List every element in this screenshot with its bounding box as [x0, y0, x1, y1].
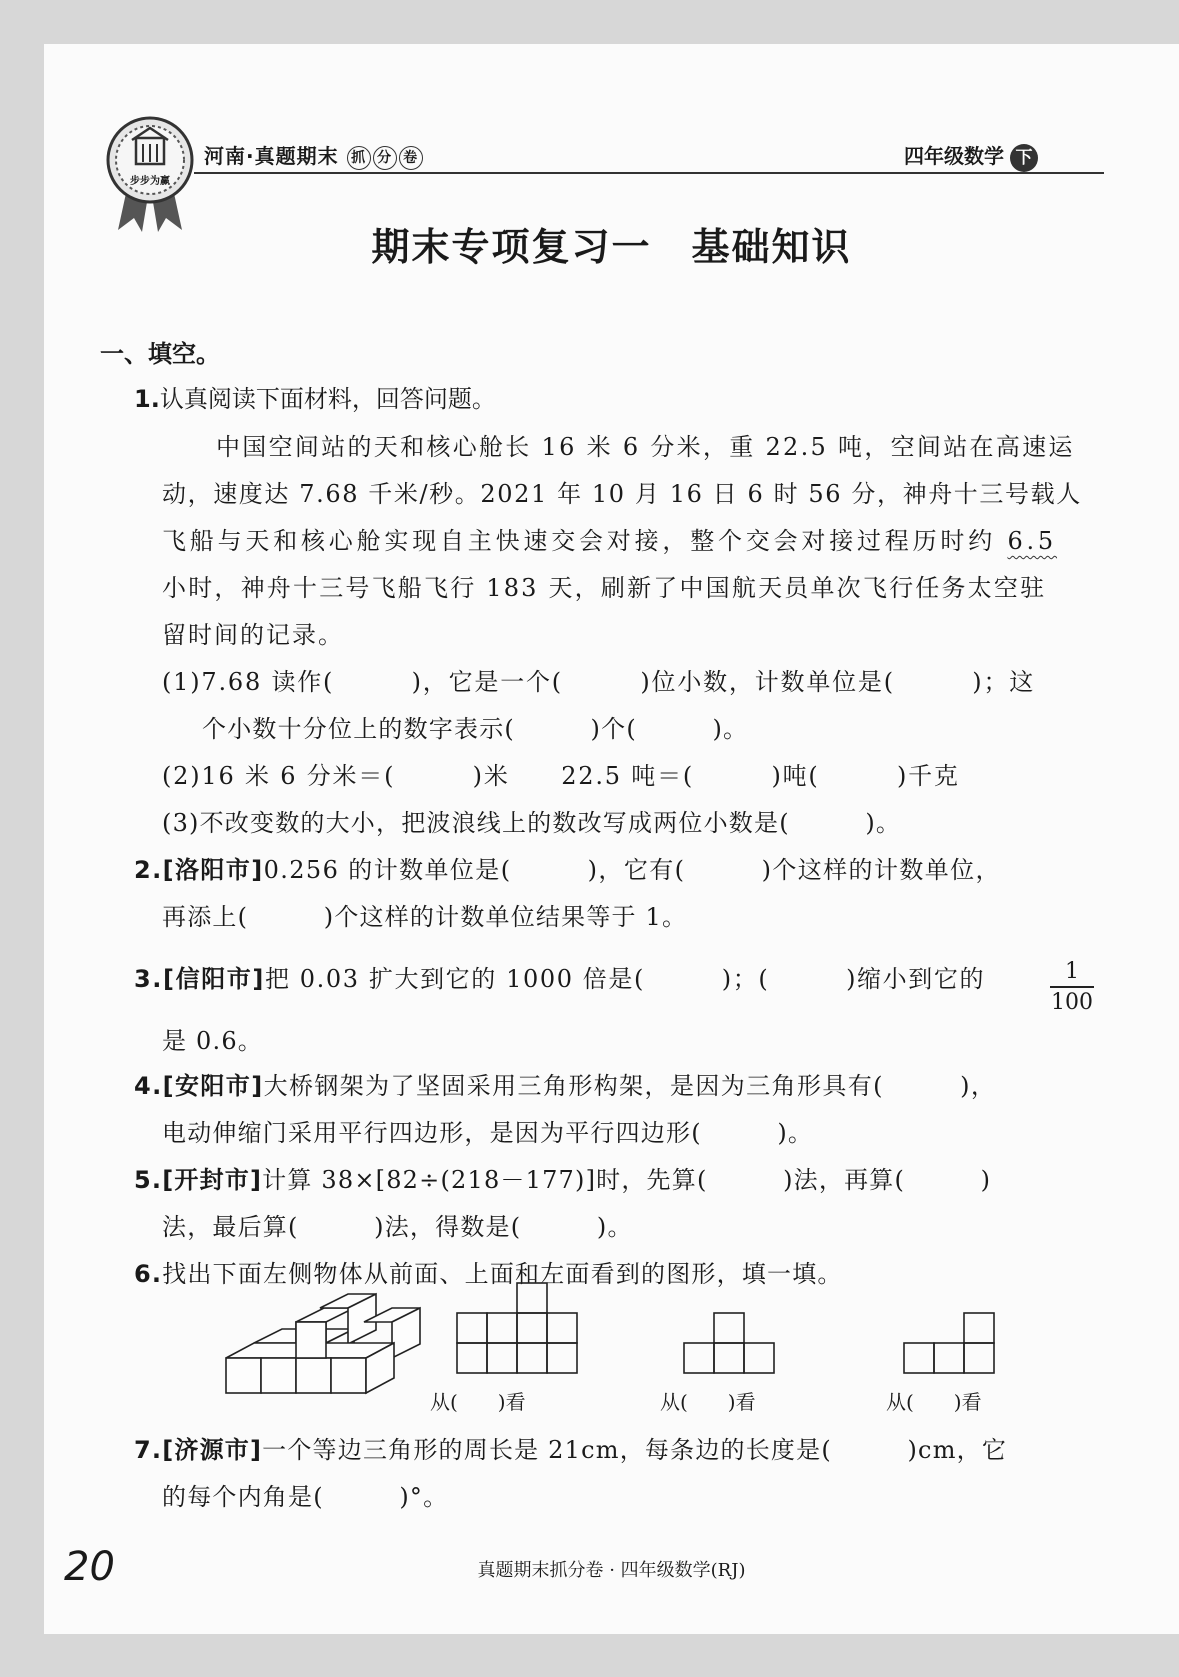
q5-line-2: 法，最后算( )法，得数是( )。: [162, 1213, 633, 1241]
q5-text-1: 计算 38×[82÷(218－177)]时，先算( )法，再算( ): [262, 1166, 992, 1194]
q1-stem: [134, 379, 496, 414]
q1-sub2: (2)16 米 6 分米＝( )米 22.5 吨＝( )吨( )千克: [162, 762, 960, 790]
q3-number: 3.: [134, 965, 164, 993]
q1-stem-text: 认真阅读下面材料，回答问题。: [159, 385, 496, 413]
q5-city-tag: [开封市]: [162, 1166, 263, 1194]
section-heading-fill-blank: 一、填空。: [100, 340, 220, 368]
worksheet-page: [44, 44, 1179, 1634]
q3-text-1: 把 0.03 扩大到它的 1000 倍是( )；( )缩小到它的: [264, 965, 986, 993]
q2-text-1: 0.256 的计数单位是( )，它有( )个这样的计数单位，: [263, 856, 1001, 884]
q6-view-b-grid: [684, 1313, 774, 1373]
q3-fraction-bar: [1050, 986, 1094, 988]
q6-view-c-label: 从( )看: [886, 1390, 982, 1414]
q1-passage-line-2: 动，速度达 7.68 千米/秒。2021 年 10 月 16 日 6 时 56 分，神舟十三号载人: [162, 480, 1082, 508]
q6-3d-cube-stack: [226, 1294, 420, 1393]
q3-line-1: [134, 959, 985, 994]
q1-wavy-number: 6.5: [1007, 527, 1058, 555]
q7-city-tag: [济源市]: [162, 1436, 263, 1464]
q6-number: 6.: [134, 1260, 163, 1288]
header-circle-1: 抓: [347, 146, 371, 170]
header-divider: [194, 172, 1104, 174]
q5-number: 5.: [134, 1166, 163, 1194]
q4-text-1: 大桥钢架为了坚固采用三角形构架，是因为三角形具有( )，: [263, 1072, 997, 1100]
q3-line-2: 是 0.6。: [162, 1027, 263, 1055]
q1-number: 1.: [134, 385, 160, 413]
header-left-text: 河南·真题期末: [204, 144, 339, 168]
q1-passage-line-3-text: 飞船与天和核心舱实现自主快速交会对接，整个交会对接过程历时约: [162, 527, 1008, 555]
header-right-text: 四年级数学: [904, 144, 1004, 168]
q1-passage-line-1: 中国空间站的天和核心舱长 16 米 6 分米，重 22.5 吨，空间站在高速运: [216, 433, 1075, 461]
page-number: 20: [64, 1544, 115, 1590]
q1-sub1-line-2: 个小数十分位上的数字表示( )个( )。: [202, 715, 749, 743]
q1-passage-line-5: 留时间的记录。: [162, 621, 344, 649]
q1-passage-line-3: [162, 521, 1057, 556]
q6-view-b-label: 从( )看: [660, 1390, 756, 1414]
q7-text-1: 一个等边三角形的周长是 21cm，每条边的长度是( )cm，它: [262, 1436, 1008, 1464]
page-title: 期末专项复习一 基础知识: [371, 225, 852, 269]
q7-line-1: [134, 1430, 1007, 1465]
q6-view-a-label: 从( )看: [430, 1390, 526, 1414]
q3-fraction-denominator: 100: [1051, 989, 1093, 1015]
q6-view-a-grid: [457, 1283, 577, 1373]
header-circle-2: 分: [373, 146, 397, 170]
badge-label: 步步为赢: [130, 176, 170, 187]
q1-sub1-line-1: (1)7.68 读作( )，它是一个( )位小数，计数单位是( )；这: [162, 668, 1036, 696]
q6-view-c-grid: [904, 1313, 994, 1373]
q4-number: 4.: [134, 1072, 163, 1100]
q2-number: 2.: [134, 856, 163, 884]
q2-line-1: [134, 850, 1001, 885]
header-volume-badge: 下: [1010, 144, 1038, 172]
q2-city-tag: [洛阳市]: [162, 856, 264, 884]
header-series-title: [204, 140, 425, 170]
header-grade-subject: [904, 140, 1038, 172]
q1-sub3: (3)不改变数的大小，把波浪线上的数改写成两位小数是( )。: [162, 809, 902, 837]
q4-line-2: 电动伸缩门采用平行四边形，是因为平行四边形( )。: [162, 1119, 814, 1147]
q4-line-1: [134, 1066, 996, 1101]
q1-passage-line-4: 小时，神舟十三号飞船飞行 183 天，刷新了中国航天员单次飞行任务太空驻: [162, 574, 1047, 602]
q7-line-2: 的每个内角是( )°。: [162, 1483, 449, 1511]
q7-number: 7.: [134, 1436, 163, 1464]
footer-text: 真题期末抓分卷 · 四年级数学(RJ): [477, 1560, 746, 1581]
q6-stem: 找出下面左侧物体从前面、上面和左面看到的图形，填一填。: [162, 1260, 843, 1288]
header-circle-3: 卷: [399, 146, 423, 170]
q3-fraction: [1050, 959, 1094, 1015]
q5-line-1: [134, 1160, 991, 1195]
q4-city-tag: [安阳市]: [162, 1072, 264, 1100]
q3-fraction-numerator: 1: [1065, 959, 1079, 984]
q3-city-tag: [信阳市]: [163, 965, 265, 993]
q2-line-2: 再添上( )个这样的计数单位结果等于 1。: [162, 903, 688, 931]
